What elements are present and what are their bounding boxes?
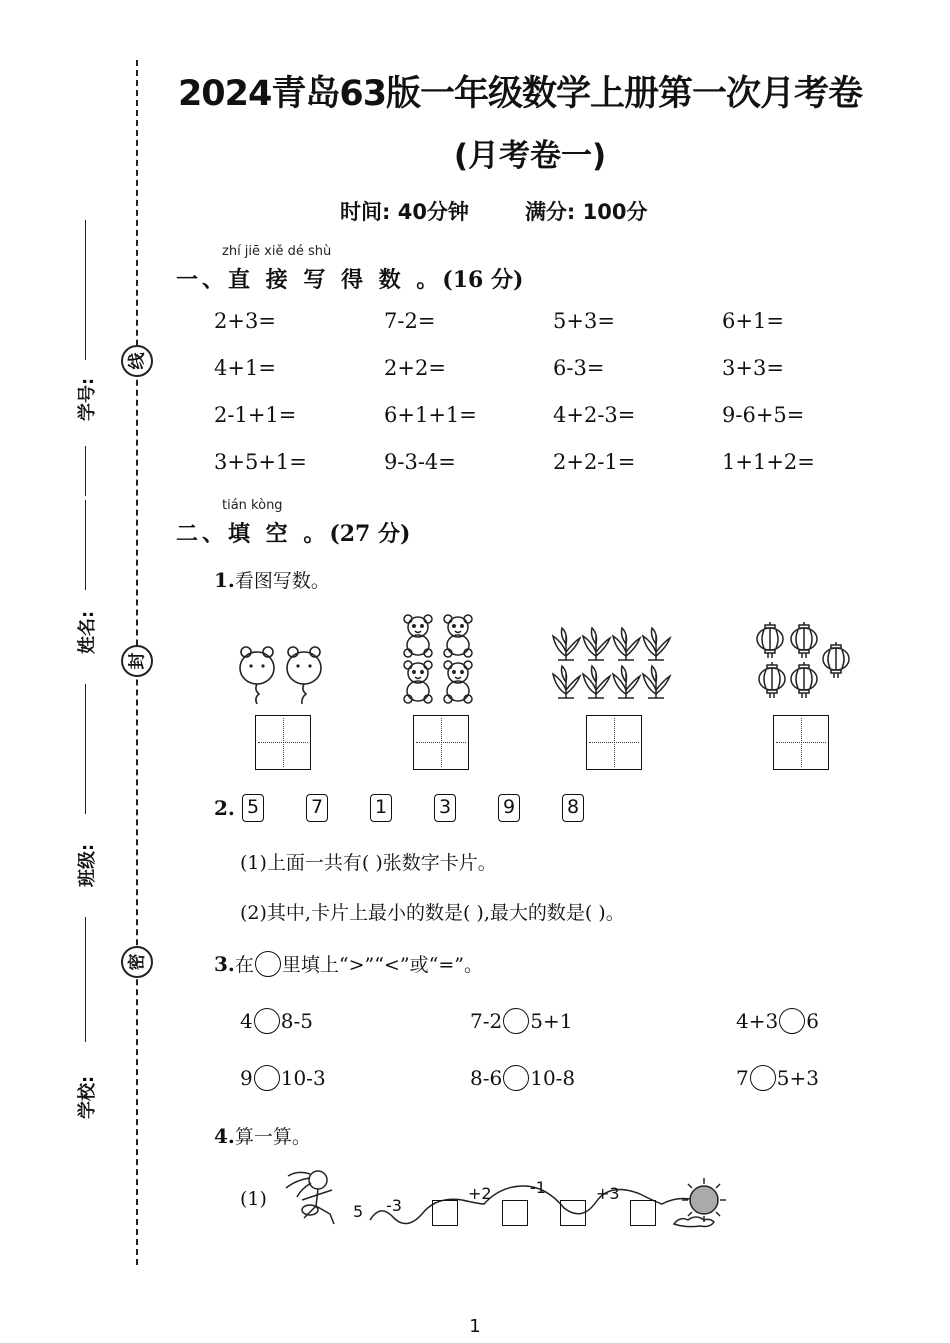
section2-points: (27 分) — [329, 521, 411, 547]
problem: 3+5+1= — [214, 450, 307, 474]
number-card: 9 — [498, 794, 520, 822]
problem: 7-2= — [384, 309, 436, 333]
section2-heading: 二、填 空 。(27 分) — [176, 521, 411, 547]
problem: 9-6+5= — [722, 403, 805, 427]
compare-circle[interactable] — [503, 1065, 529, 1091]
section1-pinyin: zhí jiē xiě dé shù — [222, 244, 332, 259]
page-number: 1 — [469, 1316, 481, 1337]
compare-circle[interactable] — [254, 1008, 280, 1034]
compare-circle[interactable] — [254, 1065, 280, 1091]
compare-item: 9 10-3 — [240, 1066, 326, 1090]
q4-label: 4.算一算。 — [214, 1124, 311, 1148]
chain-answer-box[interactable] — [432, 1200, 458, 1226]
q2-sub1: (1)上面一共有( )张数字卡片。 — [240, 852, 497, 874]
problem: 4+2-3= — [553, 403, 636, 427]
seal-feng: 封 — [121, 645, 153, 677]
section2-pinyin: tián kòng — [222, 498, 283, 513]
problem: 1+1+2= — [722, 450, 815, 474]
chain-start: 5 — [353, 1202, 364, 1221]
q3-label: 3.在 里填上“>”“<”或“=”。 — [214, 952, 483, 976]
exam-title: 2024青岛63版一年级数学上册第一次月考卷 — [177, 74, 863, 114]
q2-sub2: (2)其中,卡片上最小的数是( ),最大的数是( )。 — [240, 902, 625, 924]
problem: 4+1= — [214, 356, 276, 380]
chain-answer-box[interactable] — [560, 1200, 586, 1226]
student-number-line — [85, 220, 86, 360]
problem: 6-3= — [553, 356, 605, 380]
lantern-icon — [756, 622, 852, 702]
problem: 2+2= — [384, 356, 446, 380]
answer-box[interactable] — [773, 715, 829, 770]
number-card: 8 — [562, 794, 584, 822]
compare-circle[interactable] — [779, 1008, 805, 1034]
problem: 5+3= — [553, 309, 615, 333]
class-label: 班级: — [77, 843, 98, 887]
teddy-bear-icon — [402, 613, 478, 705]
name-line — [85, 500, 86, 590]
plant-icon — [552, 626, 674, 700]
compare-item: 8-6 10-8 — [470, 1066, 576, 1090]
number-card: 3 — [434, 794, 456, 822]
answer-box[interactable] — [413, 715, 469, 770]
chain-op: -3 — [386, 1196, 402, 1215]
answer-box[interactable] — [586, 715, 642, 770]
problem: 3+3= — [722, 356, 784, 380]
exam-meta — [340, 196, 647, 226]
student-number-label: 学号: — [77, 377, 98, 421]
problem: 9-3-4= — [384, 450, 456, 474]
number-card: 1 — [370, 794, 392, 822]
school-label: 学校: — [77, 1075, 98, 1119]
class-line — [85, 917, 86, 1042]
answer-box[interactable] — [255, 715, 311, 770]
chain-op: +3 — [596, 1184, 620, 1203]
chain-sub-label: (1) — [240, 1188, 267, 1210]
balloon-icon — [236, 640, 332, 704]
name-label: 姓名: — [77, 610, 98, 654]
seal-xian: 线 — [121, 345, 153, 377]
section1-points: (16 分) — [442, 267, 524, 293]
number-card: 5 — [242, 794, 264, 822]
chain-answer-box[interactable] — [502, 1200, 528, 1226]
chain-op: -1 — [530, 1178, 546, 1197]
q1-label: 1.看图写数。 — [214, 568, 330, 592]
compare-item: 7 5+3 — [736, 1066, 819, 1090]
problem: 6+1= — [722, 309, 784, 333]
chain-answer-box[interactable] — [630, 1200, 656, 1226]
seal-mi: 密 — [121, 946, 153, 978]
compare-circle[interactable] — [503, 1008, 529, 1034]
chain-op: +2 — [468, 1184, 492, 1203]
problem: 2-1+1= — [214, 403, 297, 427]
section1-heading: 一、直 接 写 得 数 。(16 分) — [176, 267, 524, 293]
sun-icon — [670, 1172, 736, 1234]
exam-subtitle: (月考卷一) — [453, 138, 607, 174]
calc-chain — [240, 1162, 740, 1242]
time-label: 时间: 40分钟 — [340, 200, 469, 224]
compare-item: 7-2 5+1 — [470, 1009, 573, 1033]
circle-icon — [255, 951, 281, 977]
compare-item: 4 8-5 — [240, 1009, 313, 1033]
score-label: 满分: 100分 — [524, 200, 648, 224]
problem: 2+2-1= — [553, 450, 636, 474]
compare-circle[interactable] — [750, 1065, 776, 1091]
problem: 2+3= — [214, 309, 276, 333]
compare-item: 4+3 6 — [736, 1009, 819, 1033]
runner-icon — [280, 1166, 348, 1228]
number-card: 7 — [306, 794, 328, 822]
problem: 6+1+1= — [384, 403, 477, 427]
q2-label: 2. — [214, 796, 235, 820]
